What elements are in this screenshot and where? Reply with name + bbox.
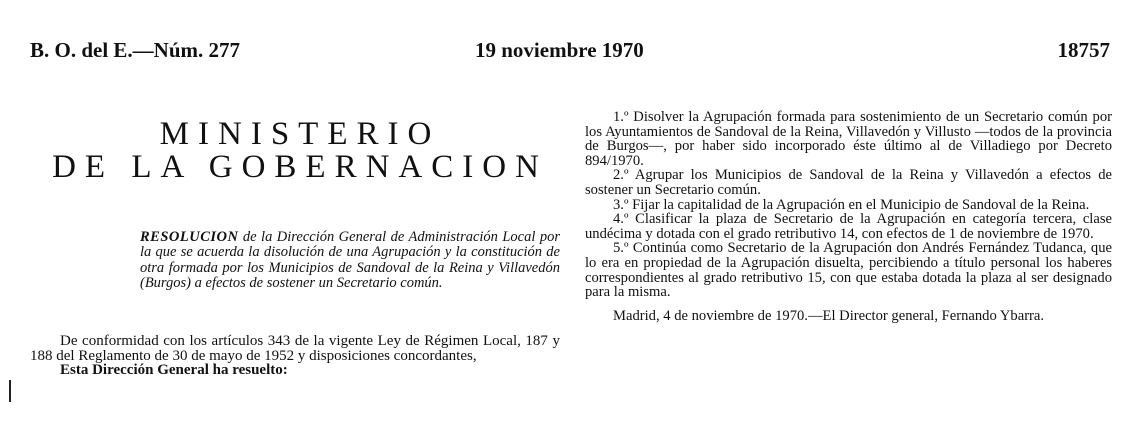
resolved-line: Esta Dirección General ha resuelto: (60, 362, 288, 379)
resolution-lead: RESOLUCION (140, 229, 239, 245)
resolution-articles (585, 110, 1112, 323)
ministry-title-line-2: DE LA GOBERNACION (52, 149, 548, 185)
intro-section (30, 334, 560, 378)
resolution-heading (140, 230, 560, 292)
article-4: 4.º Clasificar la plaza de Secretario de la Agrupación en categoría tercera, clase undécima y dotada con el grado retributivo 14, con efectos de 1 de noviembre de 1970. (585, 211, 1112, 242)
article-2: 2.º Agrupar los Municipios de Sandoval de la Reina y Villavedón a efectos de sostener un Secretario común. (585, 167, 1112, 198)
article-3: 3.º Fijar la capitalidad de la Agrupación en el Municipio de Sandoval de la Reina. (613, 196, 1090, 213)
intro-paragraph: De conformidad con los artículos 343 de la vigente Ley de Régimen Local, 187 y 188 del Reglamento de 30 de mayo de 1952 y disposiciones concordantes, (30, 333, 560, 364)
article-1: 1.º Disolver la Agrupación formada para sostenimiento de un Secretario común por los Ayuntamientos de Sandoval de la Reina, Villavedón y Villusto —todos de la provincia de Burgos—, por haber sido incorporado éste último al de Villadiego por Decreto 894/1970. (585, 109, 1112, 169)
page-header (30, 38, 1110, 68)
page-number: 18757 (1057, 38, 1110, 62)
ministry-title (30, 118, 570, 184)
signoff: Madrid, 4 de noviembre de 1970.—El Director general, Fernando Ybarra. (613, 307, 1045, 324)
article-5: 5.º Continúa como Secretario de la Agrupación don Andrés Fernández Tudanca, que lo era en propiedad de la Agrupación disuelta, percibiendo a título personal los haberes correspondientes al grado retributivo 15, con que estaba dotada la plaza al ser designado para la misma. (585, 240, 1112, 301)
issue-date: 19 noviembre 1970 (475, 38, 644, 62)
margin-mark (9, 380, 11, 402)
resolution-text: de la Dirección General de Administración Local por la que se acuerda la disolución de una Agrupación y la constitución de otra formada por los Municipios de Sandoval de la Reina y Villavedón (Burgos) a efectos de sostener un Secretario común. (140, 229, 560, 292)
gazette-issue: B. O. del E.—Núm. 277 (30, 38, 241, 62)
ministry-title-line-1: MINISTERIO (159, 116, 441, 152)
